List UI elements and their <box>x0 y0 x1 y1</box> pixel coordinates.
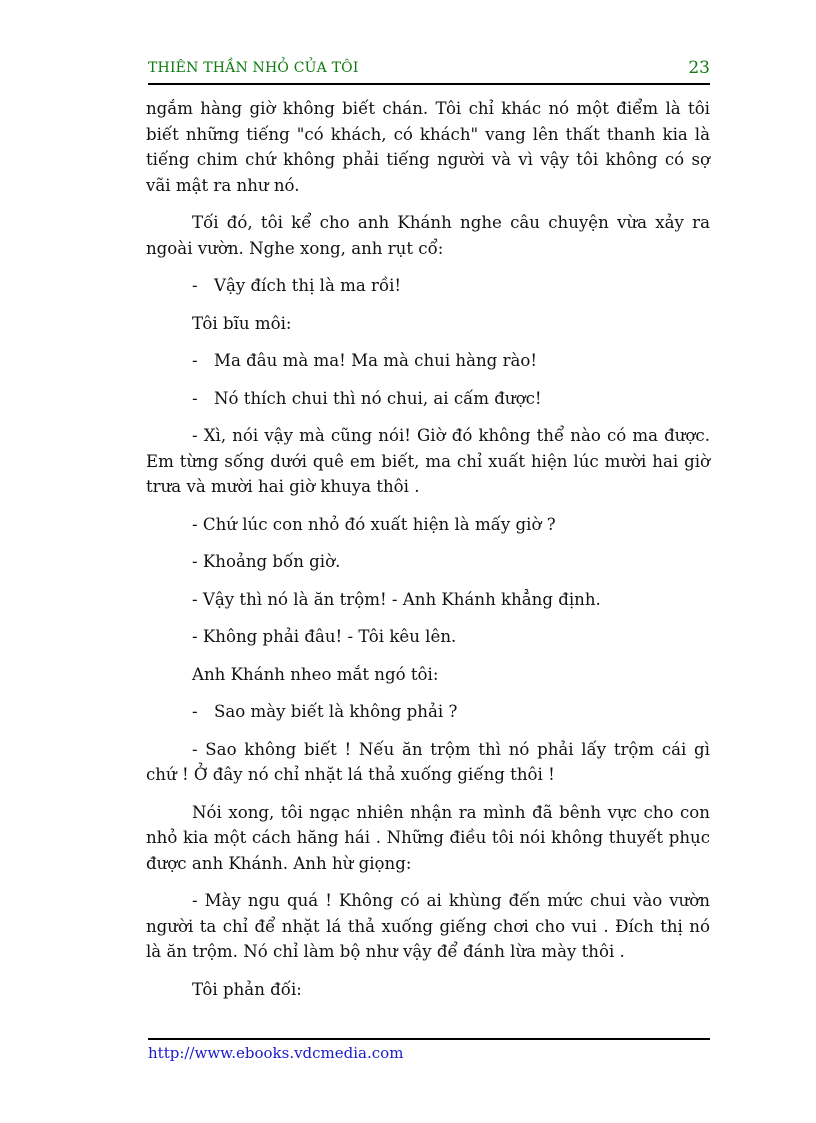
dialogue-dash: - <box>192 702 198 721</box>
page-number: 23 <box>688 58 710 78</box>
paragraph: Tối đó, tôi kể cho anh Khánh nghe câu chuyện vừa xảy ra ngoài vườn. Nghe xong, anh rụt cổ: <box>146 213 710 258</box>
paragraph: - Sao không biết ! Nếu ăn trộm thì nó phải lấy trộm cái gì chứ ! Ở đây nó chỉ nhặt lá thả xuống giếng thôi ! <box>146 739 710 784</box>
paragraph: - Không phải đâu! - Tôi kêu lên. <box>192 627 457 646</box>
header-divider <box>148 83 710 85</box>
dialogue-line <box>192 699 710 725</box>
paragraph: Anh Khánh nheo mắt ngó tôi: <box>192 664 439 684</box>
paragraph: Tôi phản đối: <box>192 979 302 999</box>
dialogue-dash: - <box>192 276 198 295</box>
paragraph: - Vậy thì nó là ăn trộm! - Anh Khánh khẳng định. <box>192 589 601 609</box>
paragraph: Tôi bĩu môi: <box>192 313 292 333</box>
paragraph: ngắm hàng giờ không biết chán. Tôi chỉ khác nó một điểm là tôi biết những tiếng "có khách, có khách" vang lên thất thanh kia là tiếng chim chứ không phải tiếng người và vì vậy tôi không có sợ vãi mật ra như nó. <box>146 99 710 195</box>
book-title: THIÊN THẦN NHỎ CỦA TÔI <box>148 60 359 76</box>
dialogue-text: Sao mày biết là không phải ? <box>214 702 458 721</box>
page-header <box>148 60 710 84</box>
paragraph: - Xì, nói vậy mà cũng nói! Giờ đó không thể nào có ma được. Em từng sống dưới quê em biết, ma chỉ xuất hiện lúc mười hai giờ trưa và mười hai giờ khuya thôi . <box>146 426 710 496</box>
dialogue-line <box>192 273 710 299</box>
paragraph: - Khoảng bốn giờ. <box>192 552 341 571</box>
dialogue-text: Nó thích chui thì nó chui, ai cấm được! <box>214 388 542 408</box>
dialogue-dash: - <box>192 351 198 370</box>
footer-url-link[interactable]: http://www.ebooks.vdcmedia.com <box>148 1044 404 1062</box>
dialogue-text: Ma đâu mà ma! Ma mà chui hàng rào! <box>214 351 538 370</box>
dialogue-dash: - <box>192 388 198 408</box>
page-body <box>146 96 710 1014</box>
footer-divider <box>148 1038 710 1040</box>
paragraph: Nói xong, tôi ngạc nhiên nhận ra mình đã bênh vực cho con nhỏ kia một cách hăng hái . Những điều tôi nói không thuyết phục được anh Khánh. Anh hừ giọng: <box>146 802 710 873</box>
paragraph: - Mày ngu quá ! Không có ai khùng đến mức chui vào vườn người ta chỉ để nhặt lá thả xuống giếng chơi cho vui . Đích thị nó là ăn trộm. Nó chỉ làm bộ như vậy để đánh lừa mày thôi . <box>146 891 710 961</box>
dialogue-line <box>192 348 710 374</box>
dialogue-text: Vậy đích thị là ma rồi! <box>214 276 402 295</box>
dialogue-line <box>192 386 710 412</box>
paragraph: - Chứ lúc con nhỏ đó xuất hiện là mấy giờ ? <box>192 514 556 534</box>
